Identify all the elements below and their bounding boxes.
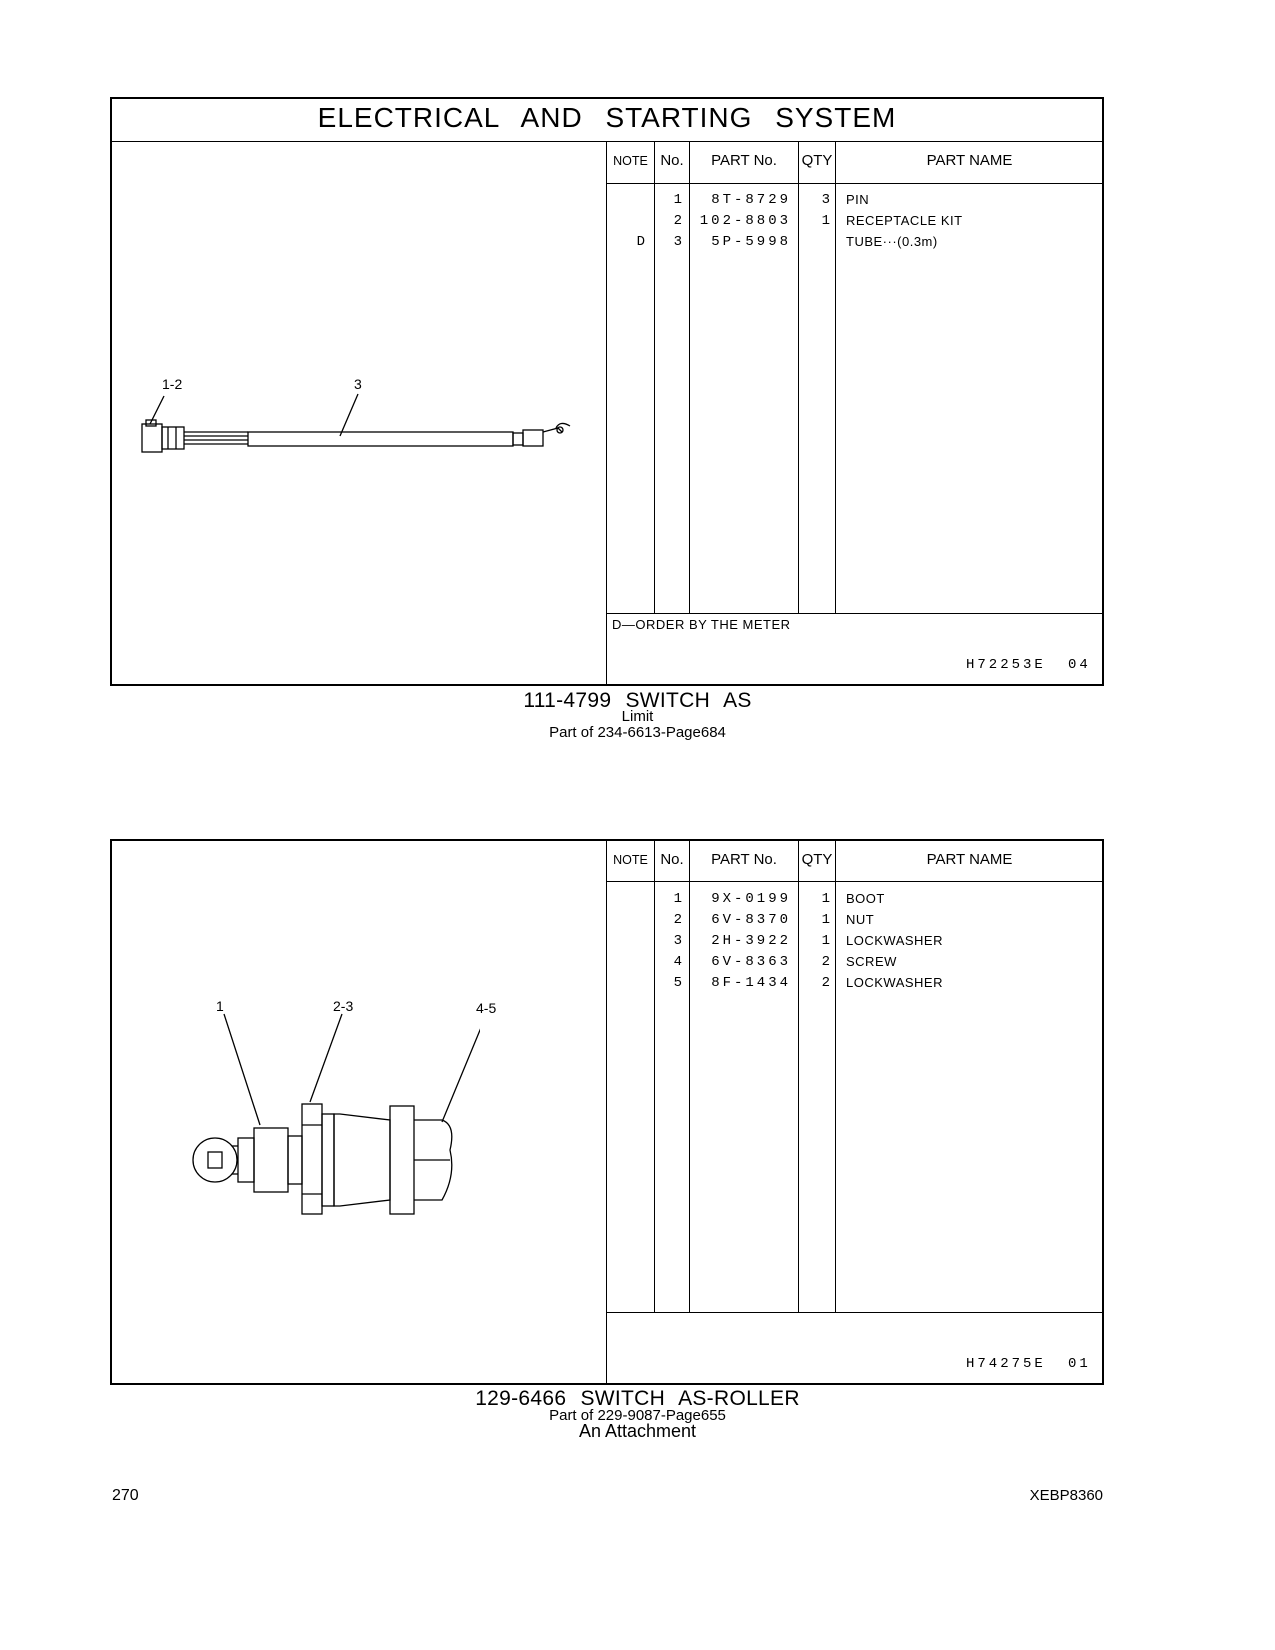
s1-header-part-name: PART NAME xyxy=(926,152,1013,169)
page-header: ELECTRICAL AND STARTING SYSTEM xyxy=(317,102,897,133)
doc-code: XEBP8360 xyxy=(1029,1487,1103,1504)
s2-callout-1: 1 xyxy=(216,998,224,1014)
s1-caption-line3: Part of 234-6613-Page684 xyxy=(549,724,726,741)
s1-caption-line2: Limit xyxy=(621,708,654,725)
s2-notes-divider xyxy=(607,1312,1103,1313)
row-part-no: 8T-8729 xyxy=(711,192,791,208)
row-part-no: 6V-8370 xyxy=(711,912,791,928)
s1-callout-1-2: 1-2 xyxy=(162,376,183,392)
row-part-name: NUT xyxy=(846,912,875,927)
s1-header-qty: QTY xyxy=(801,152,833,169)
row-part-name: TUBE···(0.3m) xyxy=(846,234,938,249)
s2-table-left-border xyxy=(606,840,607,1384)
s1-header-note: NOTE xyxy=(613,154,648,168)
s1-notes-divider xyxy=(607,613,1103,614)
row-part-no: 5P-5998 xyxy=(711,234,791,250)
s2-col-note-divider xyxy=(654,840,655,1312)
row-no: 2 xyxy=(673,912,682,928)
title-divider xyxy=(111,141,1103,142)
row-qty: 1 xyxy=(821,933,830,949)
limit-switch-harness-drawing xyxy=(130,380,590,480)
s2-caption-line3: An Attachment xyxy=(578,1421,697,1441)
s2-callout-4-5: 4-5 xyxy=(476,1000,497,1016)
row-part-no: 2H-3922 xyxy=(711,933,791,949)
s2-caption-title: 129-6466 SWITCH AS-ROLLER xyxy=(475,1387,800,1410)
row-part-no: 9X-0199 xyxy=(711,891,791,907)
row-no: 3 xyxy=(673,234,682,250)
roller-switch-drawing xyxy=(180,1010,480,1225)
s2-drawing-rev: 01 xyxy=(1068,1356,1091,1372)
row-part-no: 6V-8363 xyxy=(711,954,791,970)
row-no: 2 xyxy=(673,213,682,229)
s2-header-part-name: PART NAME xyxy=(926,851,1013,868)
s1-callout-3: 3 xyxy=(354,376,362,392)
row-part-name: PIN xyxy=(846,192,870,207)
row-part-name: SCREW xyxy=(846,954,897,969)
s1-header-part-no: PART No. xyxy=(711,152,777,169)
row-no: 5 xyxy=(673,975,682,991)
row-no: 1 xyxy=(673,891,682,907)
s1-header-divider xyxy=(607,183,1103,184)
row-qty: 1 xyxy=(821,213,830,229)
row-part-name: BOOT xyxy=(846,891,885,906)
s1-header-no: No. xyxy=(660,152,684,169)
page-number: 270 xyxy=(112,1487,139,1504)
s1-drawing-rev: 04 xyxy=(1068,657,1091,673)
s1-table-left-border xyxy=(606,142,607,685)
row-note: D xyxy=(636,234,645,250)
row-part-no: 8F-1434 xyxy=(711,975,791,991)
s2-header-note: NOTE xyxy=(613,853,648,867)
s2-header-part-no: PART No. xyxy=(711,851,777,868)
row-part-name: LOCKWASHER xyxy=(846,975,943,990)
s2-col-no-divider xyxy=(689,840,690,1312)
s2-header-qty: QTY xyxy=(801,851,833,868)
s1-drawing-code: H72253E xyxy=(966,657,1046,673)
s1-caption-title: 111-4799 SWITCH AS xyxy=(523,689,752,712)
row-part-name: LOCKWASHER xyxy=(846,933,943,948)
s1-col-qty-divider xyxy=(835,142,836,613)
s1-footnote: D—ORDER BY THE METER xyxy=(612,617,791,632)
row-part-no: 102-8803 xyxy=(699,213,791,229)
row-part-name: RECEPTACLE KIT xyxy=(846,213,963,228)
row-no: 3 xyxy=(673,933,682,949)
s2-header-no: No. xyxy=(660,851,684,868)
s2-drawing-code: H74275E xyxy=(966,1356,1046,1372)
row-qty: 1 xyxy=(821,891,830,907)
s2-caption-line2: Part of 229-9087-Page655 xyxy=(549,1407,726,1424)
s2-header-divider xyxy=(607,881,1103,882)
row-qty: 2 xyxy=(821,954,830,970)
s2-col-partno-divider xyxy=(798,840,799,1312)
row-qty: 2 xyxy=(821,975,830,991)
row-qty: 3 xyxy=(821,192,830,208)
row-no: 4 xyxy=(673,954,682,970)
row-qty: 1 xyxy=(821,912,830,928)
s2-callout-2-3: 2-3 xyxy=(333,998,354,1014)
s2-col-qty-divider xyxy=(835,840,836,1312)
row-no: 1 xyxy=(673,192,682,208)
